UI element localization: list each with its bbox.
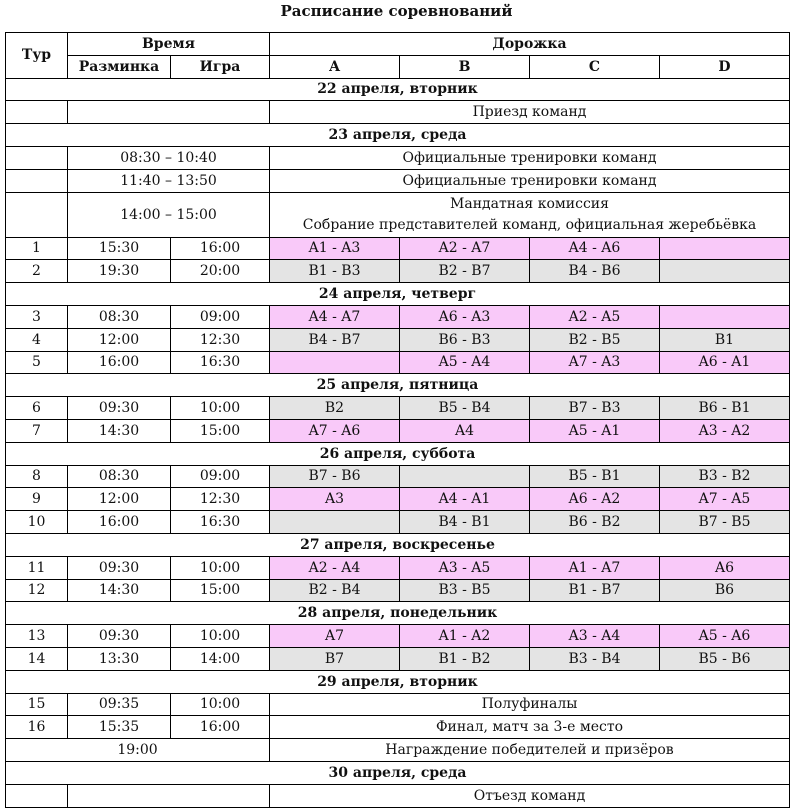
- event-text: Мандатная комиссия: [450, 195, 609, 212]
- schedule-table: [5, 32, 790, 808]
- day-row: [6, 533, 790, 556]
- round-number: 10: [6, 511, 68, 534]
- match-row: [6, 625, 790, 648]
- day-label: 27 апреля, воскресенье: [6, 533, 790, 556]
- empty-cell: [6, 784, 68, 807]
- lane-b-match: A1 - A2: [400, 625, 530, 648]
- lane-a-match: A2 - A4: [270, 556, 400, 579]
- lane-b-match: B4 - B1: [400, 511, 530, 534]
- round-number: 4: [6, 328, 68, 351]
- lane-b-match: B5 - B4: [400, 397, 530, 420]
- round-number: 9: [6, 488, 68, 511]
- empty-cell: [6, 169, 68, 192]
- lane-c-match: A4 - A6: [530, 237, 660, 260]
- game-time: 12:30: [171, 488, 270, 511]
- warmup-time: 12:00: [68, 328, 171, 351]
- event-text: Официальные тренировки команд: [270, 146, 790, 169]
- round-number: 13: [6, 625, 68, 648]
- lane-b-match: A6 - A3: [400, 305, 530, 328]
- round-number: 14: [6, 647, 68, 670]
- lane-d-match: B6 - B1: [660, 397, 790, 420]
- game-time: 15:00: [171, 419, 270, 442]
- lane-a-match: A1 - A3: [270, 237, 400, 260]
- lane-b-match: B2 - B7: [400, 260, 530, 283]
- lane-b-match: A4 - A1: [400, 488, 530, 511]
- game-time: 12:30: [171, 328, 270, 351]
- match-row: [6, 397, 790, 420]
- event-text: Приезд команд: [270, 101, 790, 124]
- event-text: Собрание представителей команд, официальная жеребьёвка: [302, 216, 757, 233]
- event-text-multiline: [270, 192, 790, 237]
- round-number: 7: [6, 419, 68, 442]
- lane-d-match: B5 - B6: [660, 647, 790, 670]
- game-time: 10:00: [171, 625, 270, 648]
- day-row: [6, 442, 790, 465]
- match-row: [6, 419, 790, 442]
- empty-cell: [68, 784, 270, 807]
- match-row: [6, 511, 790, 534]
- header-round: Тур: [6, 33, 68, 79]
- game-time: 16:30: [171, 351, 270, 374]
- page-title: Расписание соревнований: [280, 2, 513, 20]
- lane-a-match: A3: [270, 488, 400, 511]
- warmup-time: 12:00: [68, 488, 171, 511]
- lane-b-match: A5 - A4: [400, 351, 530, 374]
- round-number: 5: [6, 351, 68, 374]
- warmup-time: 08:30: [68, 465, 171, 488]
- event-row: [6, 146, 790, 169]
- lane-d-match: A3 - A2: [660, 419, 790, 442]
- lane-d-match: A6: [660, 556, 790, 579]
- event-row: [6, 693, 790, 716]
- event-text: Полуфиналы: [270, 693, 790, 716]
- round-number: 6: [6, 397, 68, 420]
- lane-a-match: B4 - B7: [270, 328, 400, 351]
- lane-c-match: B7 - B3: [530, 397, 660, 420]
- day-row: [6, 374, 790, 397]
- warmup-time: 14:30: [68, 419, 171, 442]
- warmup-time: 09:30: [68, 556, 171, 579]
- game-time: 14:00: [171, 647, 270, 670]
- lane-c-match: A5 - A1: [530, 419, 660, 442]
- day-label: 22 апреля, вторник: [6, 78, 790, 101]
- day-label: 23 апреля, среда: [6, 124, 790, 147]
- warmup-time: 09:30: [68, 625, 171, 648]
- lane-d-match: B7 - B5: [660, 511, 790, 534]
- day-label: 28 апреля, понедельник: [6, 602, 790, 625]
- match-row: [6, 556, 790, 579]
- match-row: [6, 351, 790, 374]
- empty-cell: [68, 101, 270, 124]
- warmup-time: 19:30: [68, 260, 171, 283]
- game-time: 10:00: [171, 397, 270, 420]
- lane-a-match: B7: [270, 647, 400, 670]
- day-row: [6, 283, 790, 306]
- lane-a-match: [270, 351, 400, 374]
- event-row: [6, 716, 790, 739]
- lane-c-match: B6 - B2: [530, 511, 660, 534]
- event-row: [6, 101, 790, 124]
- lane-d-match: [660, 237, 790, 260]
- lane-c-match: A2 - A5: [530, 305, 660, 328]
- lane-a-match: B7 - B6: [270, 465, 400, 488]
- game-time: 09:00: [171, 305, 270, 328]
- event-text: Награждение победителей и призёров: [270, 739, 790, 762]
- round-number: 3: [6, 305, 68, 328]
- round-number: 15: [6, 693, 68, 716]
- day-row: [6, 78, 790, 101]
- warmup-time: 09:35: [68, 693, 171, 716]
- lane-d-match: A6 - A1: [660, 351, 790, 374]
- lane-a-match: A7: [270, 625, 400, 648]
- game-time: 10:00: [171, 693, 270, 716]
- event-row: [6, 739, 790, 762]
- day-row: [6, 670, 790, 693]
- round-number: 16: [6, 716, 68, 739]
- header-lane-c: C: [530, 55, 660, 78]
- header-time: Время: [68, 33, 270, 56]
- lane-c-match: B3 - B4: [530, 647, 660, 670]
- header-game: Игра: [171, 55, 270, 78]
- match-row: [6, 305, 790, 328]
- game-time: 16:00: [171, 237, 270, 260]
- match-row: [6, 260, 790, 283]
- day-label: 29 апреля, вторник: [6, 670, 790, 693]
- lane-d-match: [660, 305, 790, 328]
- day-label: 26 апреля, суббота: [6, 442, 790, 465]
- lane-b-match: A4: [400, 419, 530, 442]
- event-row: [6, 169, 790, 192]
- day-label: 24 апреля, четверг: [6, 283, 790, 306]
- lane-c-match: B4 - B6: [530, 260, 660, 283]
- warmup-time: 16:00: [68, 511, 171, 534]
- match-row: [6, 237, 790, 260]
- event-text: Финал, матч за 3-е место: [270, 716, 790, 739]
- lane-d-match: [660, 260, 790, 283]
- lane-c-match: A7 - A3: [530, 351, 660, 374]
- lane-c-match: B1 - B7: [530, 579, 660, 602]
- lane-a-match: B1 - B3: [270, 260, 400, 283]
- warmup-time: 08:30: [68, 305, 171, 328]
- lane-c-match: A3 - A4: [530, 625, 660, 648]
- lane-d-match: A5 - A6: [660, 625, 790, 648]
- lane-b-match: [400, 465, 530, 488]
- day-label: 25 апреля, пятница: [6, 374, 790, 397]
- lane-c-match: B2 - B5: [530, 328, 660, 351]
- header-row: [6, 33, 790, 56]
- lane-c-match: B5 - B1: [530, 465, 660, 488]
- lane-c-match: A1 - A7: [530, 556, 660, 579]
- header-lane-a: A: [270, 55, 400, 78]
- lane-b-match: A3 - A5: [400, 556, 530, 579]
- round-number: 1: [6, 237, 68, 260]
- round-number: 8: [6, 465, 68, 488]
- game-time: 16:00: [171, 716, 270, 739]
- day-row: [6, 602, 790, 625]
- empty-cell: [6, 101, 68, 124]
- warmup-time: 13:30: [68, 647, 171, 670]
- lane-d-match: B1: [660, 328, 790, 351]
- round-number: 12: [6, 579, 68, 602]
- match-row: [6, 328, 790, 351]
- warmup-time: 15:35: [68, 716, 171, 739]
- lane-b-match: A2 - A7: [400, 237, 530, 260]
- warmup-time: 14:30: [68, 579, 171, 602]
- match-row: [6, 647, 790, 670]
- lane-a-match: B2 - B4: [270, 579, 400, 602]
- game-time: 16:30: [171, 511, 270, 534]
- lane-b-match: B1 - B2: [400, 647, 530, 670]
- game-time: 09:00: [171, 465, 270, 488]
- day-row: [6, 124, 790, 147]
- empty-cell: [6, 192, 68, 237]
- lane-d-match: B6: [660, 579, 790, 602]
- lane-a-match: B2: [270, 397, 400, 420]
- lane-b-match: B3 - B5: [400, 579, 530, 602]
- round-number: 2: [6, 260, 68, 283]
- match-row: [6, 465, 790, 488]
- event-text: Отъезд команд: [270, 784, 790, 807]
- empty-cell: [6, 146, 68, 169]
- event-time: 19:00: [6, 739, 270, 762]
- lane-a-match: A7 - A6: [270, 419, 400, 442]
- header-subrow: [6, 55, 790, 78]
- lane-b-match: B6 - B3: [400, 328, 530, 351]
- lane-a-match: [270, 511, 400, 534]
- header-lane-b: B: [400, 55, 530, 78]
- day-row: [6, 761, 790, 784]
- match-row: [6, 488, 790, 511]
- lane-a-match: A4 - A7: [270, 305, 400, 328]
- lane-d-match: A7 - A5: [660, 488, 790, 511]
- warmup-time: 16:00: [68, 351, 171, 374]
- warmup-time: 15:30: [68, 237, 171, 260]
- event-time: 11:40 – 13:50: [68, 169, 270, 192]
- game-time: 20:00: [171, 260, 270, 283]
- warmup-time: 09:30: [68, 397, 171, 420]
- event-text: Официальные тренировки команд: [270, 169, 790, 192]
- lane-c-match: A6 - A2: [530, 488, 660, 511]
- game-time: 10:00: [171, 556, 270, 579]
- game-time: 15:00: [171, 579, 270, 602]
- event-row: [6, 192, 790, 237]
- header-lane-d: D: [660, 55, 790, 78]
- day-label: 30 апреля, среда: [6, 761, 790, 784]
- event-time: 08:30 – 10:40: [68, 146, 270, 169]
- lane-d-match: B3 - B2: [660, 465, 790, 488]
- event-row: [6, 784, 790, 807]
- match-row: [6, 579, 790, 602]
- round-number: 11: [6, 556, 68, 579]
- header-warmup: Разминка: [68, 55, 171, 78]
- header-lane: Дорожка: [270, 33, 790, 56]
- event-time: 14:00 – 15:00: [68, 192, 270, 237]
